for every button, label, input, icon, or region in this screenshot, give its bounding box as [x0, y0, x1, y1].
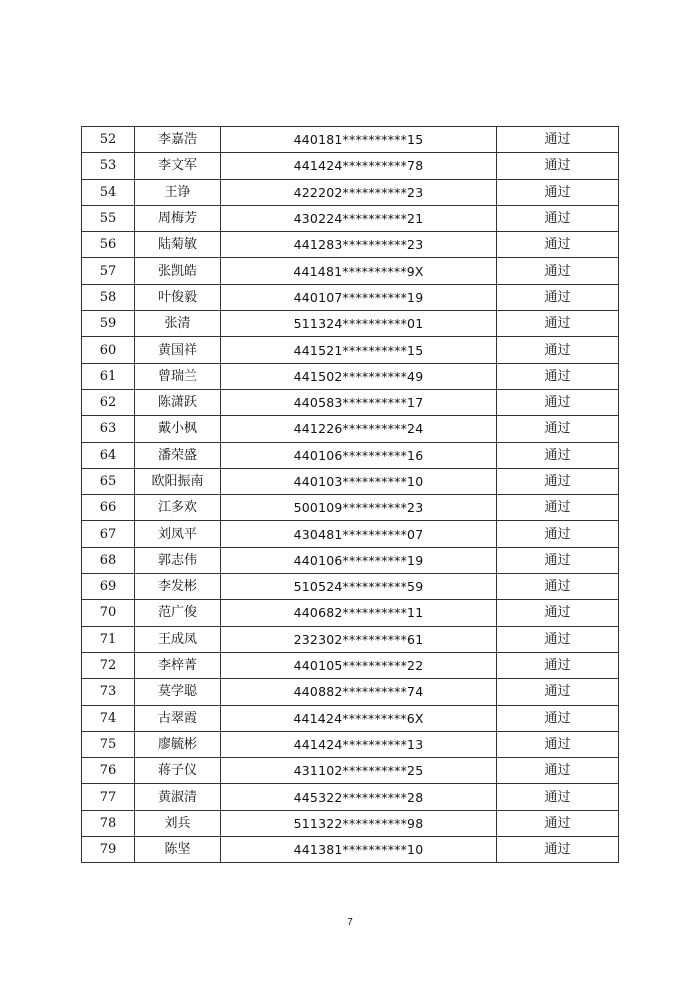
status-cell: 通过 [497, 600, 619, 626]
status-cell: 通过 [497, 705, 619, 731]
row-number-cell: 54 [82, 179, 135, 205]
row-number-cell: 76 [82, 758, 135, 784]
name-cell: 周梅芳 [135, 205, 221, 231]
table-row [82, 810, 619, 836]
row-number-cell: 69 [82, 574, 135, 600]
table-row [82, 337, 619, 363]
page-number: 7 [347, 917, 353, 928]
table-row [82, 495, 619, 521]
row-number-cell: 56 [82, 232, 135, 258]
row-number-cell: 71 [82, 626, 135, 652]
name-cell: 叶俊毅 [135, 284, 221, 310]
id-number-cell: 440882**********74 [221, 679, 497, 705]
name-cell: 刘凤平 [135, 521, 221, 547]
row-number-cell: 68 [82, 547, 135, 573]
name-cell: 黄国祥 [135, 337, 221, 363]
name-cell: 张清 [135, 311, 221, 337]
table-row [82, 600, 619, 626]
name-cell: 黄淑清 [135, 784, 221, 810]
id-number-cell: 232302**********61 [221, 626, 497, 652]
status-cell: 通过 [497, 652, 619, 678]
id-number-cell: 440181**********15 [221, 127, 497, 153]
id-number-cell: 440106**********19 [221, 547, 497, 573]
id-number-cell: 441502**********49 [221, 363, 497, 389]
name-cell: 欧阳振南 [135, 468, 221, 494]
results-table [81, 126, 619, 863]
table-row [82, 547, 619, 573]
status-cell: 通过 [497, 389, 619, 415]
id-number-cell: 441226**********24 [221, 416, 497, 442]
status-cell: 通过 [497, 521, 619, 547]
status-cell: 通过 [497, 810, 619, 836]
table-row [82, 468, 619, 494]
status-cell: 通过 [497, 337, 619, 363]
row-number-cell: 74 [82, 705, 135, 731]
table-row [82, 284, 619, 310]
id-number-cell: 441424**********13 [221, 731, 497, 757]
status-cell: 通过 [497, 153, 619, 179]
name-cell: 潘荣盛 [135, 442, 221, 468]
row-number-cell: 52 [82, 127, 135, 153]
status-cell: 通过 [497, 442, 619, 468]
table-row [82, 521, 619, 547]
name-cell: 戴小枫 [135, 416, 221, 442]
status-cell: 通过 [497, 232, 619, 258]
status-cell: 通过 [497, 311, 619, 337]
table-row [82, 153, 619, 179]
id-number-cell: 500109**********23 [221, 495, 497, 521]
name-cell: 古翠霞 [135, 705, 221, 731]
status-cell: 通过 [497, 205, 619, 231]
id-number-cell: 445322**********28 [221, 784, 497, 810]
id-number-cell: 511322**********98 [221, 810, 497, 836]
table-row [82, 205, 619, 231]
name-cell: 曾瑞兰 [135, 363, 221, 389]
row-number-cell: 70 [82, 600, 135, 626]
status-cell: 通过 [497, 837, 619, 863]
row-number-cell: 55 [82, 205, 135, 231]
id-number-cell: 440105**********22 [221, 652, 497, 678]
id-number-cell: 441481**********9X [221, 258, 497, 284]
table-row [82, 784, 619, 810]
id-number-cell: 511324**********01 [221, 311, 497, 337]
results-table-body [82, 127, 619, 863]
row-number-cell: 63 [82, 416, 135, 442]
status-cell: 通过 [497, 416, 619, 442]
status-cell: 通过 [497, 679, 619, 705]
id-number-cell: 510524**********59 [221, 574, 497, 600]
table-row [82, 127, 619, 153]
status-cell: 通过 [497, 127, 619, 153]
name-cell: 江多欢 [135, 495, 221, 521]
status-cell: 通过 [497, 258, 619, 284]
status-cell: 通过 [497, 758, 619, 784]
table-row [82, 179, 619, 205]
row-number-cell: 64 [82, 442, 135, 468]
row-number-cell: 77 [82, 784, 135, 810]
id-number-cell: 440106**********16 [221, 442, 497, 468]
name-cell: 李嘉浩 [135, 127, 221, 153]
id-number-cell: 441283**********23 [221, 232, 497, 258]
row-number-cell: 62 [82, 389, 135, 415]
id-number-cell: 441424**********6X [221, 705, 497, 731]
status-cell: 通过 [497, 495, 619, 521]
table-row [82, 442, 619, 468]
row-number-cell: 78 [82, 810, 135, 836]
status-cell: 通过 [497, 284, 619, 310]
status-cell: 通过 [497, 363, 619, 389]
id-number-cell: 430481**********07 [221, 521, 497, 547]
row-number-cell: 58 [82, 284, 135, 310]
status-cell: 通过 [497, 731, 619, 757]
id-number-cell: 440682**********11 [221, 600, 497, 626]
status-cell: 通过 [497, 784, 619, 810]
row-number-cell: 72 [82, 652, 135, 678]
status-cell: 通过 [497, 468, 619, 494]
status-cell: 通过 [497, 626, 619, 652]
name-cell: 莫学聪 [135, 679, 221, 705]
row-number-cell: 73 [82, 679, 135, 705]
name-cell: 李发彬 [135, 574, 221, 600]
name-cell: 范广俊 [135, 600, 221, 626]
name-cell: 陈潇跃 [135, 389, 221, 415]
row-number-cell: 66 [82, 495, 135, 521]
status-cell: 通过 [497, 179, 619, 205]
row-number-cell: 61 [82, 363, 135, 389]
table-row [82, 258, 619, 284]
name-cell: 李文军 [135, 153, 221, 179]
table-row [82, 731, 619, 757]
row-number-cell: 79 [82, 837, 135, 863]
table-row [82, 679, 619, 705]
table-row [82, 389, 619, 415]
status-cell: 通过 [497, 574, 619, 600]
table-row [82, 574, 619, 600]
id-number-cell: 440103**********10 [221, 468, 497, 494]
table-row [82, 705, 619, 731]
name-cell: 张凯皓 [135, 258, 221, 284]
status-cell: 通过 [497, 547, 619, 573]
row-number-cell: 60 [82, 337, 135, 363]
row-number-cell: 57 [82, 258, 135, 284]
table-row [82, 837, 619, 863]
name-cell: 廖毓彬 [135, 731, 221, 757]
table-row [82, 311, 619, 337]
table-row [82, 652, 619, 678]
table-row [82, 416, 619, 442]
row-number-cell: 53 [82, 153, 135, 179]
id-number-cell: 441424**********78 [221, 153, 497, 179]
id-number-cell: 430224**********21 [221, 205, 497, 231]
name-cell: 李梓菁 [135, 652, 221, 678]
row-number-cell: 67 [82, 521, 135, 547]
id-number-cell: 422202**********23 [221, 179, 497, 205]
table-row [82, 363, 619, 389]
name-cell: 王诤 [135, 179, 221, 205]
name-cell: 陈坚 [135, 837, 221, 863]
row-number-cell: 59 [82, 311, 135, 337]
id-number-cell: 440583**********17 [221, 389, 497, 415]
name-cell: 陆菊敏 [135, 232, 221, 258]
name-cell: 蒋子仪 [135, 758, 221, 784]
table-row [82, 232, 619, 258]
name-cell: 王成凤 [135, 626, 221, 652]
table-row [82, 626, 619, 652]
row-number-cell: 65 [82, 468, 135, 494]
id-number-cell: 431102**********25 [221, 758, 497, 784]
table-row [82, 758, 619, 784]
id-number-cell: 441381**********10 [221, 837, 497, 863]
row-number-cell: 75 [82, 731, 135, 757]
id-number-cell: 441521**********15 [221, 337, 497, 363]
name-cell: 郭志伟 [135, 547, 221, 573]
id-number-cell: 440107**********19 [221, 284, 497, 310]
name-cell: 刘兵 [135, 810, 221, 836]
